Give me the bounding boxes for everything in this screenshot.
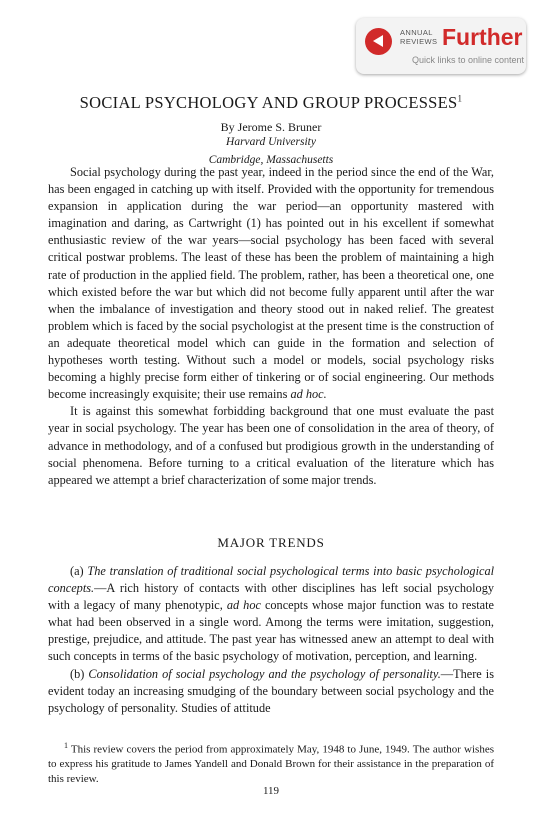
further-banner[interactable] xyxy=(356,18,526,74)
affiliation-location: Cambridge, Massachusetts xyxy=(208,154,334,166)
intro-paragraph-1: Social psychology during the past year, indeed in the period since the end of the War, has been engaged in catching up with itself. Provided with the opportunity for tremendous expansion in application during the war period—an opportunity mastered with imagination and daring, as Cartwright (1) has pointed out in his excellent if somewhat enthusiastic review of the war years—social psychology has been faced with several critical postwar problems. The least of these has been the problem of maintaining a high rate of production in the applied field. The problem, rather, has been a theoretical one, one which existed before the war but which did not become fully apparent until after the war when the imbalance of investigation and theory stood out in naked relief. The greatest problem which is faced by the social psychologist at the present time is the construction of an adequate theoretical model which can guide in the formation and selection of hypotheses worth testing. Without such a model or models, social psychology risks becoming a highly precise form either of tinkering or of social engineering. Our methods become increasingly exquisite; their use remains ad hoc. xyxy=(48,165,494,402)
trend-a-paragraph: (a) The translation of traditional social psychological terms into basic psychological concepts.—A rich history of contacts with other disciplines has left social psychology with a legacy of many phenotypic, ad hoc concepts whose major function was to restate what had been observed in a single word. Among the terms were imitation, suggestion, prestige, prejudice, and attitude. The past year has witnessed anew an attempt to deal with such concepts in terms of the basic psychology of motivation, perception, and learning. xyxy=(48,564,495,664)
publisher-logo-text: ANNUAL REVIEWS xyxy=(400,28,438,46)
intro-paragraph-2: It is against this somewhat forbidding background that one must evaluate the past year in social psychology. The year has been one of consolidation in the area of theory, of advance in methodology, and of a confused but prodigious growth in the understanding of social phenomena. Before turning to a critical evaluation of the literature which has appeared we attempt a brief characterization of some major trends. xyxy=(48,404,494,487)
trends-body xyxy=(48,563,494,717)
affiliation-institution: Harvard University xyxy=(226,136,316,148)
further-subtitle: Quick links to online content xyxy=(412,55,525,65)
author-line: By Jerome S. Bruner xyxy=(220,120,322,134)
section-heading: MAJOR TRENDS xyxy=(217,535,325,550)
footnote: $^1$ This review covers the period from approximately May, 1948 to June, 1949. The author wishes to express his gratitude to James Yandell and Donald Brown for their assistance in the preparation of this review. xyxy=(48,741,494,785)
intro-body xyxy=(48,164,494,489)
play-icon[interactable] xyxy=(365,28,392,55)
trend-a-heading: The translation of traditional social psychological terms into basic psychological concepts. xyxy=(48,564,495,596)
title-footnote-mark: 1 xyxy=(457,93,463,104)
trend-b-paragraph: (b) Consolidation of social psychology and the psychology of personality.—There is evident today an increasing smudging of the boundary between social psychology and the psychology of personality. Studies of attitude xyxy=(48,666,494,715)
further-label: Further xyxy=(442,24,523,50)
page-number: 119 xyxy=(262,785,280,797)
trend-b-heading: Consolidation of social psychology and the psychology of personality. xyxy=(88,666,441,681)
article-title: SOCIAL PSYCHOLOGY AND GROUP PROCESSES$^1$ xyxy=(79,93,463,112)
